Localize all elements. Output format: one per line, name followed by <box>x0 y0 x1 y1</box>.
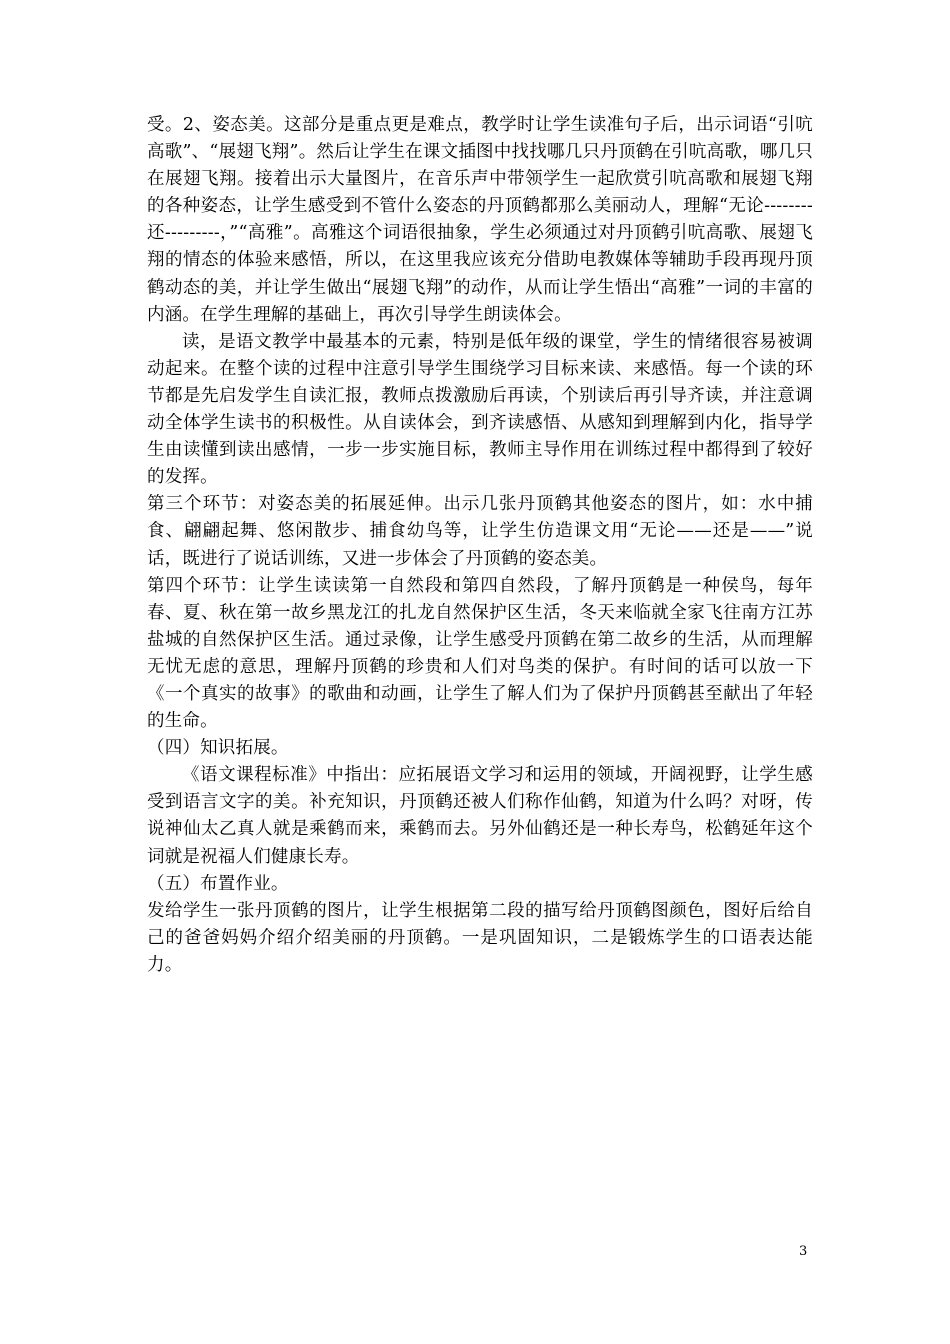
paragraph-homework: 发给学生一张丹顶鹤的图片，让学生根据第二段的描写给丹顶鹤图颜色，图好后给自己的爸爸妈妈介绍介绍美丽的丹顶鹤。一是巩固知识，二是锻炼学生的口语表达能力。 <box>147 900 813 975</box>
paragraph-reading: 读，是语文教学中最基本的元素，特别是低年级的课堂，学生的情绪很容易被调动起来。在整个读的过程中注意引导学生围绕学习目标来读、来感悟。每一个读的环节都是先启发学生自读汇报，教师点拨激励后再读，个别读后再引导齐读，并注意调动全体学生读书的积极性。从自读体会，到齐读感悟、从感知到理解到内化，指导学生由读懂到读出感情，一步一步实施目标，教师主导作用在训练过程中都得到了较好的发挥。 <box>147 331 813 488</box>
paragraph-step-three: 第三个环节：对姿态美的拓展延伸。出示几张丹顶鹤其他姿态的图片，如：水中捕食、翩翩起舞、悠闲散步、捕食幼鸟等，让学生仿造课文用“无论——还是——”说话，既进行了说话训练，又进一步体会了丹顶鹤的姿态美。 <box>147 494 813 569</box>
section-heading-knowledge: （四）知识拓展。 <box>147 738 289 759</box>
paragraph-step-four: 第四个环节：让学生读读第一自然段和第四自然段，了解丹顶鹤是一种侯鸟，每年春、夏、秋在第一故乡黑龙江的扎龙自然保护区生活，冬天来临就全家飞往南方江苏盐城的自然保护区生活。通过录像，让学生感受丹顶鹤在第二故乡的生活，从而理解无忧无虑的意思，理解丹顶鹤的珍贵和人们对鸟类的保护。有时间的话可以放一下《一个真实的故事》的歌曲和动画，让学生了解人们为了保护丹顶鹤甚至献出了年轻的生命。 <box>147 575 813 732</box>
page-number: 3 <box>799 1244 808 1259</box>
section-heading-homework: （五）布置作业。 <box>147 873 289 894</box>
paragraph-knowledge: 《语文课程标准》中指出：应拓展语文学习和运用的领域，开阔视野，让学生感受到语言文字的美。补充知识，丹顶鹤还被人们称作仙鹤，知道为什么吗？对呀，传说神仙太乙真人就是乘鹤而来，乘鹤而去。另外仙鹤还是一种长寿鸟，松鹤延年这个词就是祝福人们健康长寿。 <box>147 765 813 867</box>
body-text <box>147 112 813 979</box>
paragraph-pose-beauty: 受。2、姿态美。这部分是重点更是难点，教学时让学生读准句子后，出示词语“引吭高歌”、“展翅飞翔”。然后让学生在课文插图中找找哪几只丹顶鹤在引吭高歌，哪几只在展翅飞翔。接着出示大量图片，在音乐声中带领学生一起欣赏引吭高歌和展翅飞翔的各种姿态，让学生感受到不管什么姿态的丹顶鹤都那么美丽动人，理解“无论--------还---------，”“高雅”。高雅这个词语很抽象，学生必须通过对丹顶鹤引吭高歌、展翅飞翔的情态的体验来感悟，所以，在这里我应该充分借助电教媒体等辅助手段再现丹顶鹤动态的美，并让学生做出“展翅飞翔”的动作，从而让学生悟出“高雅”一词的丰富的内涵。在学生理解的基础上，再次引导学生朗读体会。 <box>147 115 813 325</box>
